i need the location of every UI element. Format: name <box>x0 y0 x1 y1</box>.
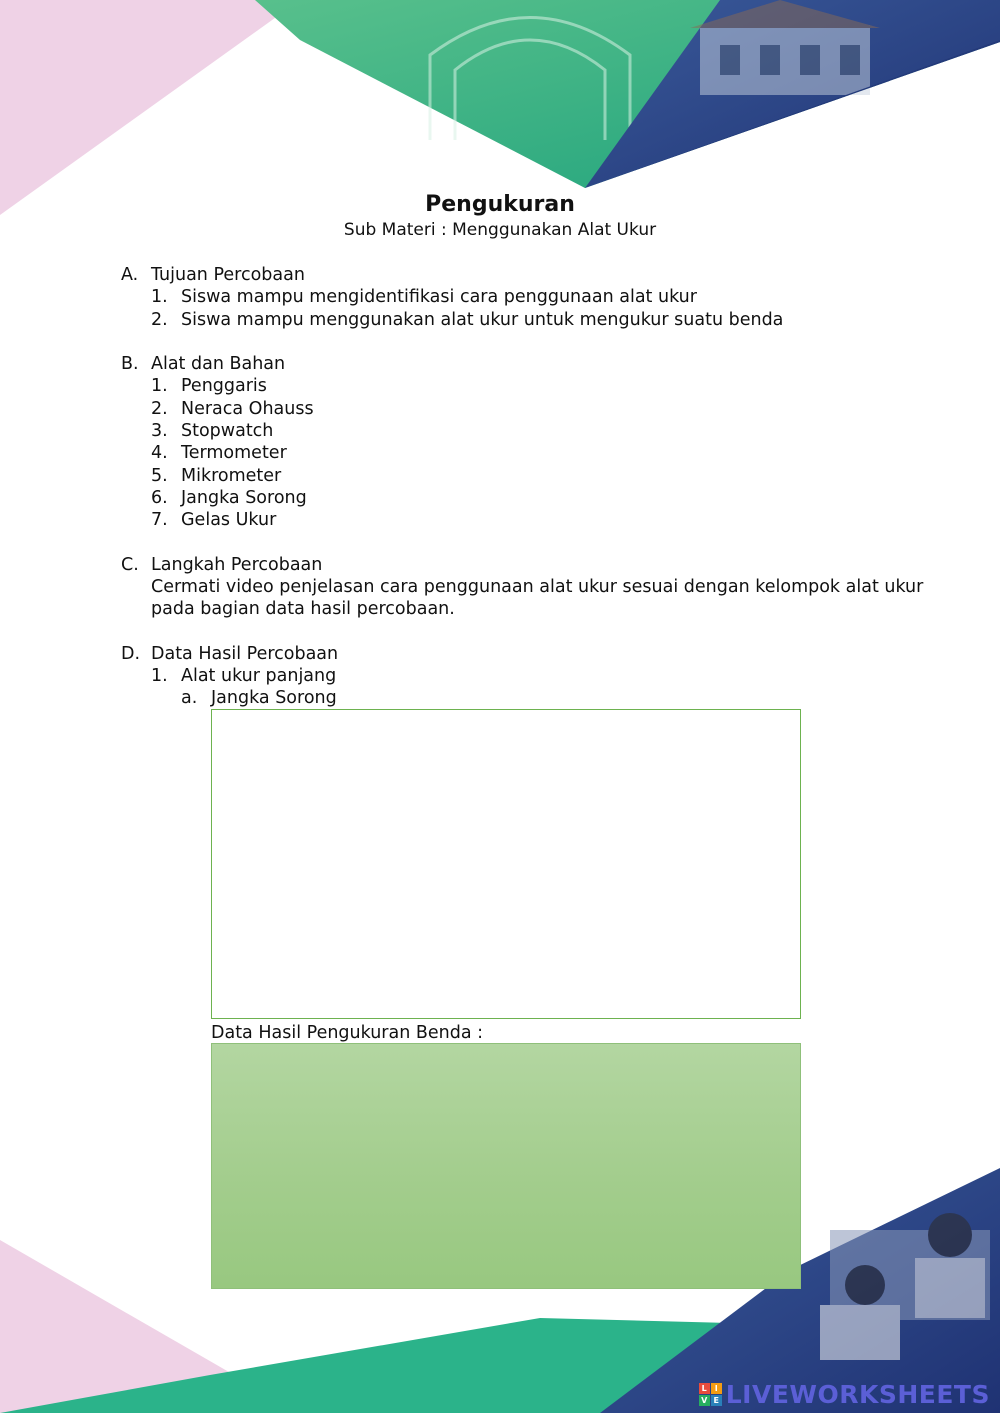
list-item: Siswa mampu mengidentifikasi cara penggunaan alat ukur <box>181 287 697 307</box>
logo-letter: E <box>711 1395 722 1406</box>
section-b-letter: B. <box>121 354 139 374</box>
list-item: Gelas Ukur <box>181 510 277 530</box>
list-item-number: 1. <box>151 376 168 396</box>
list-item: Termometer <box>181 443 287 463</box>
logo-letter: L <box>699 1383 710 1394</box>
section-c-body-line2: pada bagian data hasil percobaan. <box>151 599 455 619</box>
measurement-answer-textarea[interactable] <box>211 1043 801 1289</box>
section-c-body-line1: Cermati video penjelasan cara penggunaan alat ukur sesuai dengan kelompok alat ukur <box>151 577 924 597</box>
section-a-heading: Tujuan Percobaan <box>151 265 305 285</box>
list-item-number: 4. <box>151 443 168 463</box>
list-item-number: 2. <box>151 310 168 330</box>
section-b-heading: Alat dan Bahan <box>151 354 286 374</box>
liveworksheets-watermark <box>699 1380 990 1409</box>
item-letter: a. <box>181 688 198 708</box>
item-title: Jangka Sorong <box>211 688 337 708</box>
liveworksheets-logo-icon <box>699 1383 722 1406</box>
watermark-text: LIVEWORKSHEETS <box>725 1380 990 1409</box>
list-item-number: 1. <box>151 287 168 307</box>
result-label: Data Hasil Pengukuran Benda : <box>211 1023 484 1043</box>
section-d-heading: Data Hasil Percobaan <box>151 644 339 664</box>
page-title: Pengukuran <box>425 192 575 217</box>
list-item: Jangka Sorong <box>181 488 307 508</box>
list-item: Penggaris <box>181 376 267 396</box>
subsection-heading: Alat ukur panjang <box>181 666 337 686</box>
list-item-number: 5. <box>151 466 168 486</box>
list-item-number: 2. <box>151 399 168 419</box>
list-item-number: 3. <box>151 421 168 441</box>
section-a-letter: A. <box>121 265 139 285</box>
list-item-number: 6. <box>151 488 168 508</box>
list-item: Siswa mampu menggunakan alat ukur untuk mengukur suatu benda <box>181 310 784 330</box>
section-c-heading: Langkah Percobaan <box>151 555 323 575</box>
section-c-letter: C. <box>121 555 139 575</box>
list-item: Stopwatch <box>181 421 274 441</box>
list-item: Mikrometer <box>181 466 282 486</box>
list-item-number: 7. <box>151 510 168 530</box>
pink-triangle-top <box>0 0 300 215</box>
logo-letter: V <box>699 1395 710 1406</box>
list-item: Neraca Ohauss <box>181 399 314 419</box>
subsection-number: 1. <box>151 666 168 686</box>
page-subtitle: Sub Materi : Menggunakan Alat Ukur <box>343 220 657 240</box>
section-d-letter: D. <box>121 644 141 664</box>
logo-letter: I <box>711 1383 722 1394</box>
video-embed-box[interactable] <box>211 709 801 1019</box>
